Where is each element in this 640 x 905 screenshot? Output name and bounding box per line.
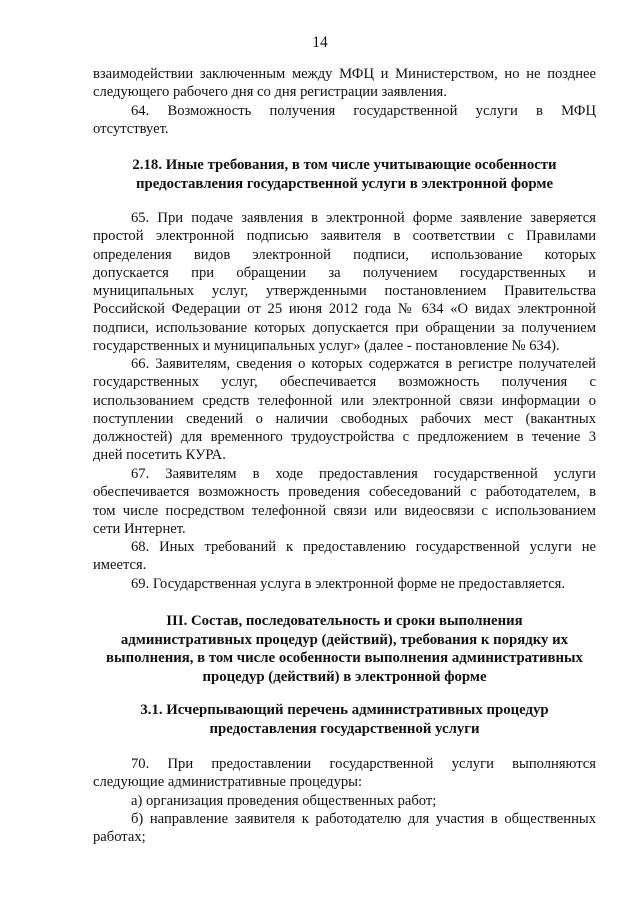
text-line: допускается при обращении за получением государственных и bbox=[93, 264, 596, 281]
heading-line: предоставления государственной услуги в электронной форме bbox=[135, 175, 554, 192]
text-line: простой электронной подписью заявителя в соответствии с Правилами bbox=[93, 228, 596, 245]
heading-line: выполнения, в том числе особенности выполнения административных bbox=[106, 650, 583, 666]
paragraph-63-continuation bbox=[93, 65, 596, 138]
list-item-b-line: б) направление заявителя к работодателю для участия в общественных bbox=[131, 810, 596, 827]
text-line: отсутствует. bbox=[93, 120, 169, 137]
text-line: определения видов электронной подписи, использование которых bbox=[93, 246, 596, 263]
text-line: 65. При подаче заявления в электронной форме заявление заверяется bbox=[131, 210, 596, 226]
paragraph-66 bbox=[93, 355, 596, 465]
section-heading-2-18 bbox=[93, 156, 596, 193]
text-line: использованием средств телефонной или электронной связи информации о bbox=[93, 392, 596, 409]
text-line: сети Интернет. bbox=[93, 520, 186, 537]
text-line: том числе посредством телефонной связи или видеосвязи с использованием bbox=[93, 502, 596, 519]
text-line: государственных услуг, обеспечивается возможность получения с bbox=[93, 374, 596, 391]
text-line: муниципальных услуг, утвержденными постановлением Правительства bbox=[93, 283, 596, 300]
text-line: обеспечивается возможность проведения собеседований с работодателем, в bbox=[93, 484, 596, 501]
text-line: 67. Заявителям в ходе предоставления государственной услуги bbox=[131, 466, 596, 482]
text-line: должностей) для временного трудоустройства с предложением в течение 3 bbox=[93, 429, 596, 446]
heading-line: процедур (действий) в электронной форме bbox=[202, 668, 487, 685]
text-line: государственных и муниципальных услуг» (далее - постановление № 634). bbox=[93, 338, 560, 355]
text-line: 64. Возможность получения государственной услуги в МФЦ bbox=[131, 102, 596, 119]
text-line: следующие административные процедуры: bbox=[93, 774, 363, 791]
paragraph-67 bbox=[93, 465, 596, 538]
text-line: 66. Заявителям, сведения о которых содержатся в регистре получателей bbox=[131, 356, 596, 372]
text-line: 69. Государственная услуга в электронной форме не предоставляется. bbox=[131, 576, 566, 592]
text-line: дней посетить КУРА. bbox=[93, 447, 226, 464]
paragraph-69 bbox=[93, 575, 596, 593]
text-line: 68. Иных требований к предоставлению государственной услуги не bbox=[131, 539, 596, 555]
list-item-b-line: работах; bbox=[93, 829, 146, 846]
text-line: поступлении сведений о наличии свободных рабочих мест (вакантных bbox=[93, 410, 596, 427]
paragraph-68 bbox=[93, 538, 596, 575]
list-item-a: а) организация проведения общественных работ; bbox=[131, 792, 437, 809]
heading-line: административных процедур (действий), требования к порядку их bbox=[120, 631, 569, 648]
paragraph-65 bbox=[93, 209, 596, 355]
text-line: 70. При предоставлении государственной услуги выполняются bbox=[131, 756, 596, 772]
text-line: подписи, использование которых допускается при обращении за получением bbox=[93, 319, 596, 336]
heading-line: III. Состав, последовательность и сроки выполнения bbox=[166, 613, 523, 629]
text-line: Российской Федерации от 25 июня 2012 года № 634 «О видах электронной bbox=[93, 301, 596, 318]
chapter-heading-iii bbox=[93, 612, 596, 686]
paragraph-70 bbox=[93, 755, 596, 846]
section-heading-3-1 bbox=[93, 701, 596, 738]
heading-line: 2.18. Иные требования, в том числе учитывающие особенности bbox=[132, 157, 557, 173]
heading-line: 3.1. Исчерпывающий перечень административных процедур bbox=[140, 702, 549, 718]
text-line: имеется. bbox=[93, 557, 147, 574]
page-number: 14 bbox=[312, 34, 328, 51]
text-line: взаимодействии заключенным между МФЦ и Министерством, но не позднее bbox=[93, 66, 596, 82]
text-line: следующего рабочего дня со дня регистрации заявления. bbox=[93, 84, 447, 101]
heading-line: предоставления государственной услуги bbox=[209, 720, 480, 737]
